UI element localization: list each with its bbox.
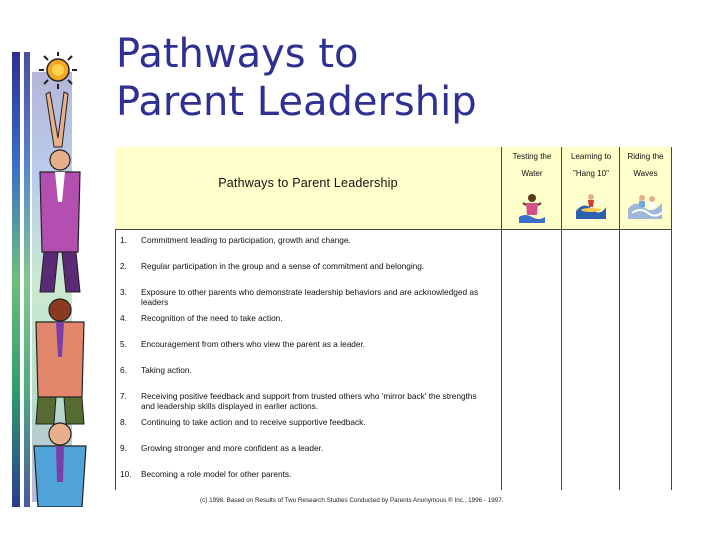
stage-label-1b: Water	[521, 169, 543, 178]
table-header	[115, 147, 502, 229]
row-text: Encouragement from others who view the parent as a leader.	[141, 339, 366, 349]
stage-column-riding-waves	[619, 147, 672, 490]
clipart-stacked-people-icon	[10, 52, 96, 507]
row-text: Regular participation in the group and a sense of commitment and belonging.	[141, 261, 425, 271]
stage-label-3a: Riding the	[627, 152, 664, 161]
row-number: 6.	[120, 365, 127, 375]
row-number: 3.	[120, 287, 127, 297]
stage-label-2a: Learning to	[570, 152, 612, 161]
row-text: Becoming a role model for other parents.	[141, 469, 292, 479]
row-number: 9.	[120, 443, 127, 453]
row-number: 1.	[120, 235, 127, 245]
stage-column-testing-water	[501, 147, 562, 490]
row-text: Exposure to other parents who demonstrate leadership behaviors and are acknowledged as leaders	[141, 287, 479, 307]
row-text: Growing stronger and more confident as a leader.	[141, 443, 324, 453]
header-divider	[115, 229, 501, 230]
waves-rider-icon	[628, 191, 664, 221]
row-text: Recognition of the need to take action.	[141, 313, 283, 323]
person-in-water-icon	[517, 191, 547, 225]
row-number: 5.	[120, 339, 127, 349]
pathways-table	[113, 147, 670, 490]
row-text: Continuing to take action and to receive supportive feedback.	[141, 417, 366, 427]
title-line-2: Parent Leadership	[116, 79, 477, 125]
row-number: 7.	[120, 391, 127, 401]
stage-label-2b: "Hang 10"	[573, 169, 609, 178]
stage-label-1a: Testing the	[512, 152, 552, 161]
row-text: Taking action.	[141, 365, 192, 375]
stage-column-hang-10	[561, 147, 620, 490]
table-heading: Pathways to Parent Leadership	[218, 176, 398, 190]
row-text: Commitment leading to participation, growth and change.	[141, 235, 351, 245]
surfer-icon	[574, 191, 608, 221]
row-number: 8.	[120, 417, 127, 427]
title-line-1: Pathways to	[116, 31, 359, 77]
slide-title	[116, 30, 676, 126]
row-number: 10.	[120, 469, 132, 479]
row-number: 2.	[120, 261, 127, 271]
row-text: Receiving positive feedback and support from trusted others who 'mirror back' the strengths and leadership skills displayed in earlier actions.	[141, 391, 477, 411]
row-number: 4.	[120, 313, 127, 323]
table-left-border	[115, 229, 116, 490]
copyright-footer: (c) 1998, Based on Results of Two Research Studies Conducted by Parents Anonymous ® Inc., 1996 - 1997.	[200, 497, 504, 504]
stage-label-3b: Waves	[633, 169, 658, 178]
